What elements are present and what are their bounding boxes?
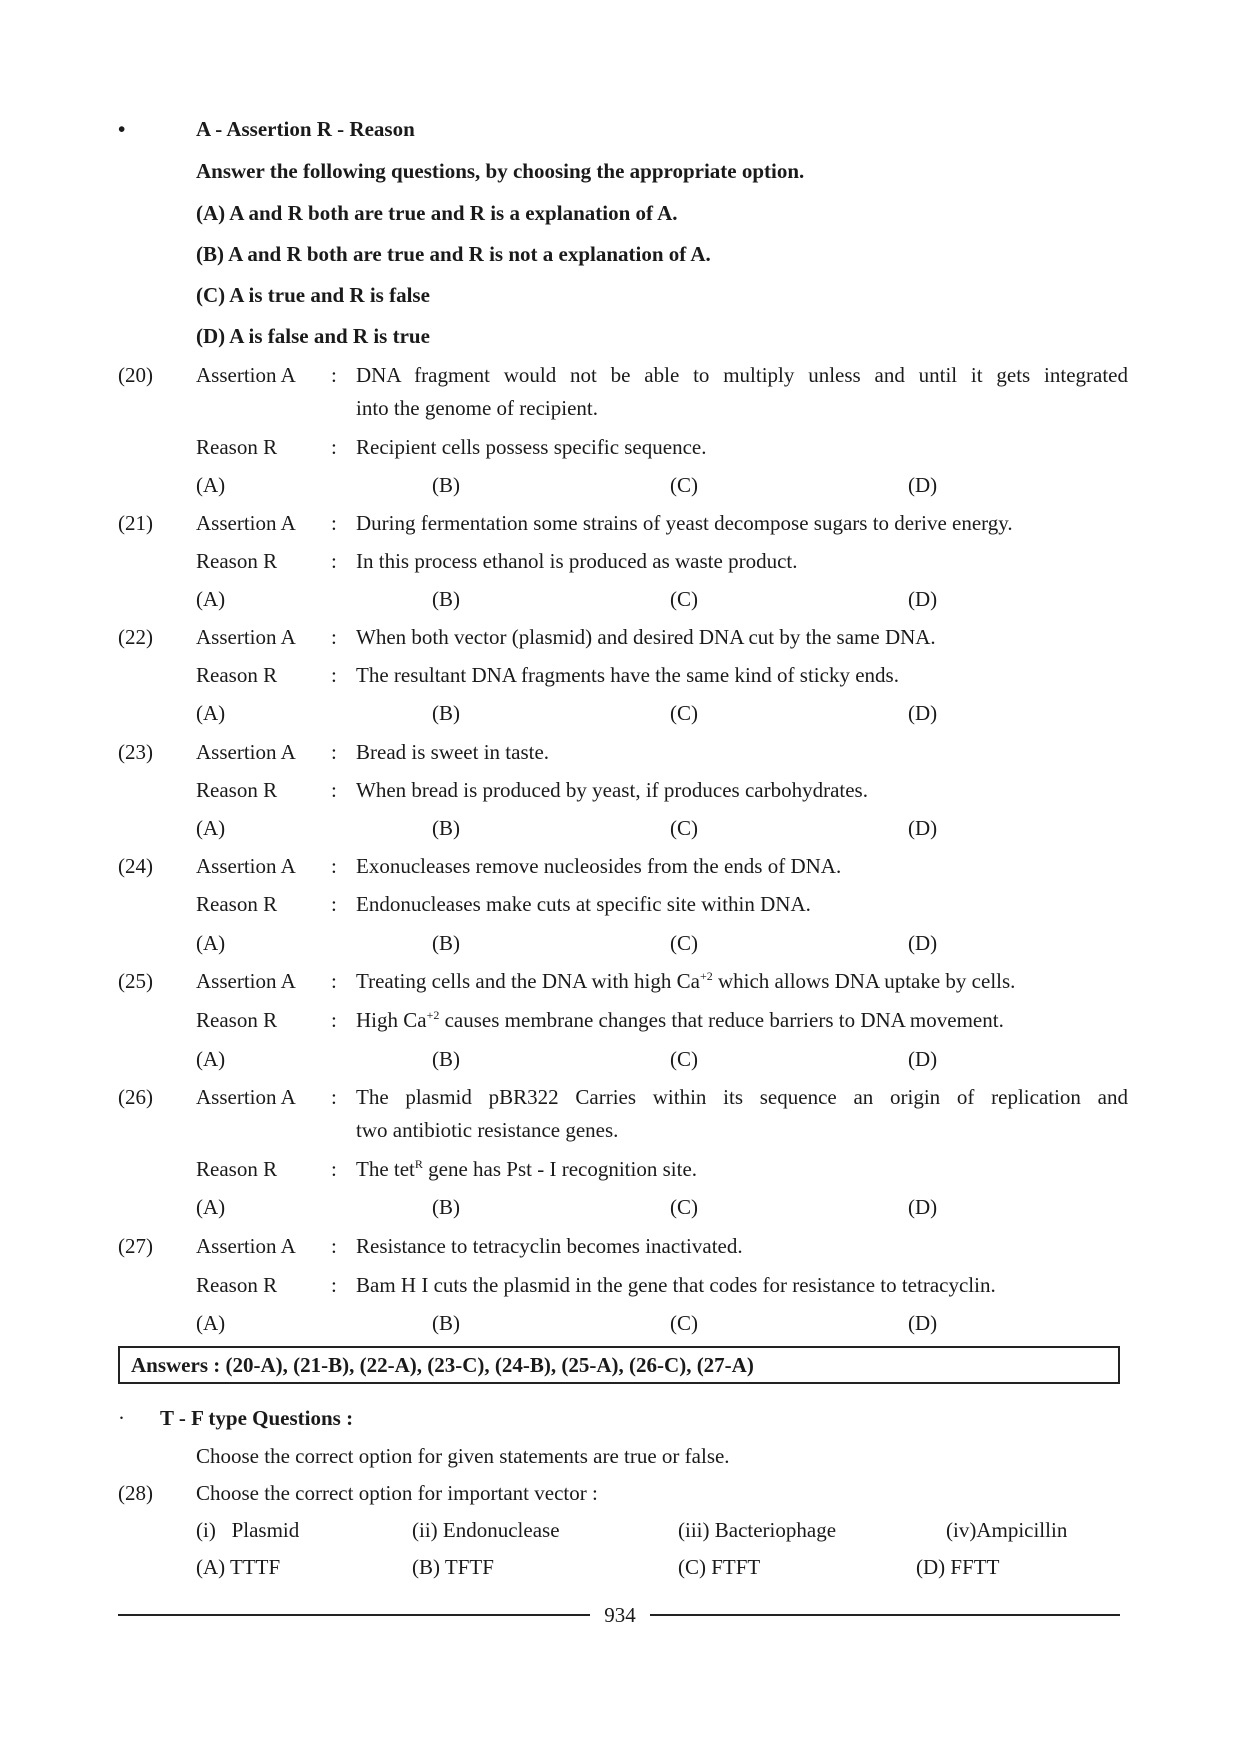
- choice-a[interactable]: (A): [196, 587, 226, 611]
- question-number: (21): [118, 511, 153, 535]
- statement-ii: (ii) Endonuclease: [412, 1518, 560, 1542]
- choice-b[interactable]: (B): [432, 1195, 460, 1219]
- question-number: (27): [118, 1234, 153, 1258]
- choice-a[interactable]: (A): [196, 473, 226, 497]
- page-number: 934: [604, 1603, 636, 1627]
- choice-d[interactable]: (D): [908, 473, 938, 497]
- choice-a[interactable]: (A): [196, 1195, 226, 1219]
- choice-b[interactable]: (B): [432, 816, 460, 840]
- choice-d[interactable]: (D): [908, 1047, 938, 1071]
- answers-text: Answers : (20-A), (21-B), (22-A), (23-C), (24-B), (25-A), (26-C), (27-A): [131, 1353, 754, 1377]
- question-number: (28): [118, 1481, 153, 1505]
- assertion-text: During fermentation some strains of yeast decompose sugars to derive energy.: [356, 511, 1013, 535]
- reason-text: Bam H I cuts the plasmid in the gene that codes for resistance to tetracyclin.: [356, 1273, 996, 1297]
- statement-iii: (iii) Bacteriophage: [678, 1518, 837, 1542]
- footer-rule-left: [118, 1614, 590, 1616]
- assertion-label: Assertion A: [196, 854, 296, 878]
- choice-c[interactable]: (C): [670, 473, 698, 497]
- choice-d[interactable]: (D): [908, 587, 938, 611]
- colon: :: [331, 778, 337, 802]
- statement-i: (i) Plasmid: [196, 1518, 300, 1542]
- assertion-text: When both vector (plasmid) and desired DNA cut by the same DNA.: [356, 625, 936, 649]
- choice-d[interactable]: (D): [908, 1195, 938, 1219]
- tf-section-title: T - F type Questions :: [160, 1406, 354, 1430]
- colon: :: [331, 854, 337, 878]
- colon: :: [331, 1234, 337, 1258]
- choice-c[interactable]: (C): [670, 931, 698, 955]
- choice-d[interactable]: (D): [908, 701, 938, 725]
- question-number: (20): [118, 363, 153, 387]
- choice-c[interactable]: (C): [670, 701, 698, 725]
- choice-c[interactable]: (C): [670, 816, 698, 840]
- choice-b[interactable]: (B): [432, 587, 460, 611]
- choice-a[interactable]: (A): [196, 701, 226, 725]
- choice-b[interactable]: (B): [432, 701, 460, 725]
- choice-c[interactable]: (C): [670, 1047, 698, 1071]
- tf-instruction: Choose the correct option for given statements are true or false.: [196, 1444, 730, 1468]
- assertion-text: DNA fragment would not be able to multiply unless and until it gets integrated: [356, 363, 1128, 387]
- assertion-label: Assertion A: [196, 363, 296, 387]
- assertion-text: Bread is sweet in taste.: [356, 740, 550, 764]
- question-number: (23): [118, 740, 153, 764]
- choice-d[interactable]: (D): [908, 931, 938, 955]
- choice-b[interactable]: (B): [432, 931, 460, 955]
- option-d[interactable]: (D) FFTT: [916, 1555, 1000, 1579]
- instruction: Answer the following questions, by choosing the appropriate option.: [196, 159, 805, 183]
- colon: :: [331, 511, 337, 535]
- reason-label: Reason R: [196, 435, 278, 459]
- reason-text: Endonucleases make cuts at specific site within DNA.: [356, 892, 811, 916]
- colon: :: [331, 549, 337, 573]
- choice-a[interactable]: (A): [196, 931, 226, 955]
- colon: :: [331, 363, 337, 387]
- option-c: (C) A is true and R is false: [196, 283, 430, 307]
- bullet: •: [118, 117, 126, 141]
- assertion-text-cont: two antibiotic resistance genes.: [356, 1118, 619, 1142]
- assertion-label: Assertion A: [196, 969, 296, 993]
- assertion-text: Exonucleases remove nucleosides from the ends of DNA.: [356, 854, 842, 878]
- choice-a[interactable]: (A): [196, 1047, 226, 1071]
- colon: :: [331, 1157, 337, 1181]
- option-d: (D) A is false and R is true: [196, 324, 430, 348]
- assertion-label: Assertion A: [196, 1085, 296, 1109]
- choice-d[interactable]: (D): [908, 816, 938, 840]
- reason-label: Reason R: [196, 892, 278, 916]
- footer-rule-right: [650, 1614, 1120, 1616]
- bullet: ·: [118, 1406, 125, 1430]
- choice-a[interactable]: (A): [196, 1311, 226, 1335]
- choice-d[interactable]: (D): [908, 1311, 938, 1335]
- reason-label: Reason R: [196, 778, 278, 802]
- assertion-text: Treating cells and the DNA with high $Ca^{+2}$ which allows DNA uptake by cells.: [356, 969, 1016, 993]
- question-number: (25): [118, 969, 153, 993]
- colon: :: [331, 1008, 337, 1032]
- colon: :: [331, 435, 337, 459]
- colon: :: [331, 663, 337, 687]
- assertion-text: Resistance to tetracyclin becomes inactivated.: [356, 1234, 743, 1258]
- assertion-label: Assertion A: [196, 511, 296, 535]
- assertion-label: Assertion A: [196, 1234, 296, 1258]
- question-number: (24): [118, 854, 153, 878]
- option-b: (B) A and R both are true and R is not a explanation of A.: [196, 242, 711, 266]
- choice-b[interactable]: (B): [432, 1311, 460, 1335]
- choice-b[interactable]: (B): [432, 473, 460, 497]
- reason-label: Reason R: [196, 1157, 278, 1181]
- option-a: (A) A and R both are true and R is a explanation of A.: [196, 201, 678, 225]
- choice-c[interactable]: (C): [670, 587, 698, 611]
- colon: :: [331, 1273, 337, 1297]
- colon: :: [331, 1085, 337, 1109]
- reason-label: Reason R: [196, 1273, 278, 1297]
- section-title: A - Assertion R - Reason: [196, 117, 415, 141]
- option-a[interactable]: (A) TTTF: [196, 1555, 281, 1579]
- reason-text: Recipient cells possess specific sequence.: [356, 435, 707, 459]
- colon: :: [331, 740, 337, 764]
- reason-text: The resultant DNA fragments have the same kind of sticky ends.: [356, 663, 899, 687]
- question-number: (22): [118, 625, 153, 649]
- choice-a[interactable]: (A): [196, 816, 226, 840]
- choice-c[interactable]: (C): [670, 1195, 698, 1219]
- reason-text: When bread is produced by yeast, if produces carbohydrates.: [356, 778, 868, 802]
- assertion-label: Assertion A: [196, 625, 296, 649]
- assertion-label: Assertion A: [196, 740, 296, 764]
- statement-iv: (iv)Ampicillin: [946, 1518, 1068, 1542]
- colon: :: [331, 892, 337, 916]
- reason-text: The tet$^R$ gene has Pst - I recognition site.: [356, 1157, 698, 1181]
- question-text: Choose the correct option for important vector :: [196, 1481, 598, 1505]
- assertion-text-cont: into the genome of recipient.: [356, 396, 599, 420]
- colon: :: [331, 625, 337, 649]
- reason-label: Reason R: [196, 549, 278, 573]
- question-number: (26): [118, 1085, 153, 1109]
- choice-b[interactable]: (B): [432, 1047, 460, 1071]
- choice-c[interactable]: (C): [670, 1311, 698, 1335]
- reason-label: Reason R: [196, 1008, 278, 1032]
- colon: :: [331, 969, 337, 993]
- option-b[interactable]: (B) TFTF: [412, 1555, 494, 1579]
- assertion-text: The plasmid pBR322 Carries within its sequence an origin of replication and: [356, 1085, 1128, 1109]
- reason-label: Reason R: [196, 663, 278, 687]
- reason-text: High $Ca^{+2}$ causes membrane changes that reduce barriers to DNA movement.: [356, 1008, 1004, 1032]
- option-c[interactable]: (C) FTFT: [678, 1555, 761, 1579]
- reason-text: In this process ethanol is produced as waste product.: [356, 549, 798, 573]
